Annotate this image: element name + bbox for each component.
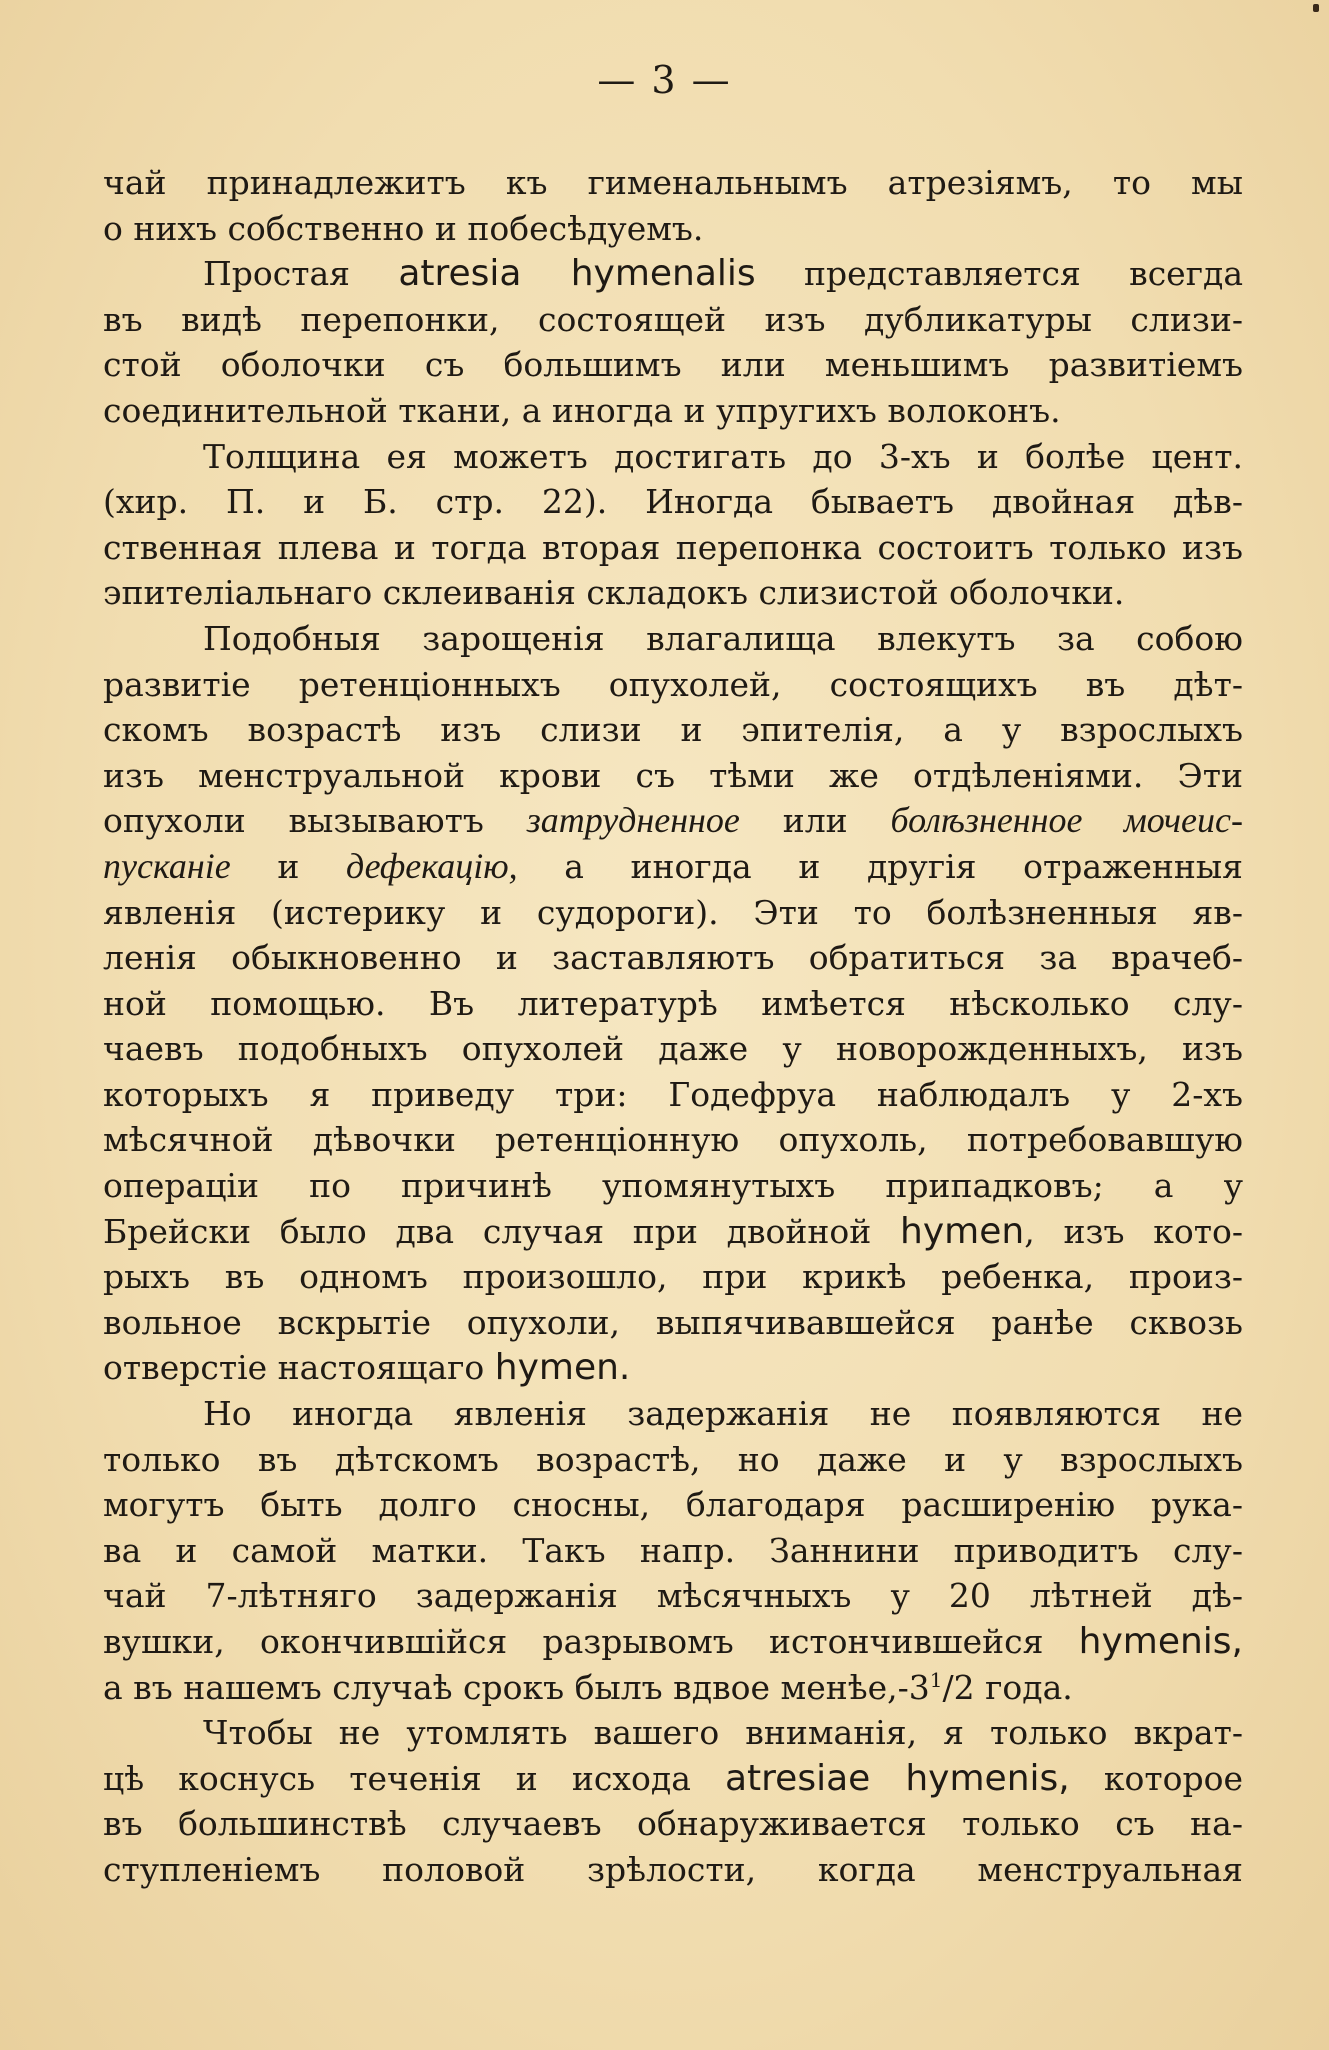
text-segment: ва и самой матки. Такъ напр. Заннини приводитъ слу-	[103, 1530, 1243, 1570]
text-line	[103, 160, 1243, 206]
latin-term: hymen.	[494, 1347, 631, 1389]
text-line	[103, 798, 1243, 844]
text-segment: явленія (истерику и судороги). Эти то болѣзненныя яв-	[103, 892, 1243, 932]
text-line	[103, 1482, 1243, 1528]
text-line	[103, 1072, 1243, 1118]
text-segment: развитіе ретенціонныхъ опухолей, состоящихъ въ дѣт-	[103, 664, 1243, 704]
text-line	[103, 1345, 1243, 1391]
text-line	[103, 570, 1243, 616]
text-segment: цѣ коснусь теченія и исхода	[103, 1758, 725, 1798]
text-line	[103, 1163, 1243, 1209]
text-line	[103, 1665, 1243, 1711]
text-line	[103, 662, 1243, 708]
text-line	[103, 1437, 1243, 1483]
text-segment: Толщина ея можетъ достигать до 3-хъ и болѣе цент.	[203, 436, 1243, 476]
text-segment: а иногда и другія отраженныя	[517, 846, 1243, 886]
text-segment: или	[739, 801, 891, 841]
emphasis-text: пусканіе	[103, 845, 231, 886]
text-line	[103, 251, 1243, 297]
text-line	[103, 297, 1243, 343]
text-segment: Брейски было два случая при двойной	[103, 1211, 901, 1251]
superscript: 1	[929, 1667, 943, 1692]
text-segment: которое	[1069, 1758, 1243, 1798]
text-segment: рыхъ въ одномъ произошло, при крикѣ ребенка, произ-	[103, 1257, 1243, 1297]
text-segment: только въ дѣтскомъ возрастѣ, но даже и у взрослыхъ	[103, 1439, 1243, 1479]
text-line	[103, 1710, 1243, 1756]
text-line	[103, 342, 1243, 388]
emphasis-text: дефекацію,	[346, 845, 518, 886]
text-line	[103, 981, 1243, 1027]
text-segment: въ видѣ перепонки, состоящей изъ дубликатуры слизи-	[103, 299, 1243, 339]
text-segment: Чтобы не утомлять вашего вниманія, я только вкрат-	[203, 1713, 1243, 1753]
latin-term: hymen	[900, 1210, 1025, 1252]
text-line	[103, 890, 1243, 936]
emphasis-text: затрудненное	[526, 800, 740, 841]
text-segment: , изъ кото-	[1024, 1211, 1243, 1251]
text-line	[103, 1209, 1243, 1255]
text-segment: стой оболочки съ большимъ или меньшимъ развитіемъ	[103, 345, 1243, 385]
text-segment: чай 7-лѣтняго задержанія мѣсячныхъ у 20 лѣтней дѣ-	[103, 1576, 1243, 1616]
text-segment: чаевъ подобныхъ опухолей даже у новорожденныхъ, изъ	[103, 1029, 1243, 1069]
latin-term: atresiae hymenis,	[724, 1757, 1070, 1799]
text-segment: могутъ быть долго сносны, благодаря расширенію рука-	[103, 1485, 1243, 1525]
text-segment: отверстіе настоящаго	[103, 1348, 495, 1388]
text-line	[103, 1801, 1243, 1847]
text-segment: опухоли вызываютъ	[103, 801, 527, 841]
text-line	[103, 479, 1243, 525]
text-segment: скомъ возрастѣ изъ слизи и эпителія, а у взрослыхъ	[103, 710, 1243, 750]
text-line	[103, 525, 1243, 571]
text-segment: мѣсячной дѣвочки ретенціонную опухоль, потребовавшую	[103, 1120, 1243, 1160]
text-segment: представляется всегда	[755, 254, 1243, 294]
text-segment: о нихъ собственно и побесѣдуемъ.	[103, 208, 704, 248]
text-segment: ленія обыкновенно и заставляютъ обратиться за врачеб-	[103, 938, 1243, 978]
text-line	[103, 616, 1243, 662]
text-segment: эпителіальнаго склеиванія складокъ слизистой оболочки.	[103, 573, 1125, 613]
text-segment: /2 года.	[942, 1667, 1073, 1707]
text-line	[103, 1026, 1243, 1072]
text-segment: Простая	[203, 254, 399, 294]
text-segment: чай принадлежитъ къ гименальнымъ атрезіямъ, то мы	[103, 163, 1243, 202]
page-number: — 3 —	[597, 58, 732, 102]
text-line	[103, 1300, 1243, 1346]
text-segment: въ большинствѣ случаевъ обнаруживается только съ на-	[103, 1804, 1243, 1844]
text-segment: и	[230, 846, 347, 886]
text-segment: Но иногда явленія задержанія не появляются не	[203, 1394, 1243, 1434]
text-segment: Подобныя зарощенія влагалища влекутъ за собою	[203, 618, 1243, 658]
text-line	[103, 844, 1243, 890]
text-line	[103, 935, 1243, 981]
text-segment: ной помощью. Въ литературѣ имѣется нѣсколько слу-	[103, 983, 1243, 1023]
text-line	[103, 1117, 1243, 1163]
text-line	[103, 1756, 1243, 1802]
text-line	[103, 753, 1243, 799]
text-segment: вушки, окончившійся разрывомъ истончившейся	[103, 1622, 1079, 1661]
text-line	[103, 1528, 1243, 1574]
text-line	[103, 388, 1243, 434]
text-line	[103, 206, 1243, 252]
text-segment: операціи по причинѣ упомянутыхъ припадковъ; а у	[103, 1166, 1243, 1206]
ink-speck	[1313, 4, 1319, 12]
text-segment: соединительной ткани, а иногда и упругихъ волоконъ.	[103, 390, 1061, 430]
text-segment: вольное вскрытіе опухоли, выпячивавшейся ранѣе сквозь	[103, 1302, 1243, 1342]
text-segment: а въ нашемъ случаѣ срокъ былъ вдвое менѣе,-3	[103, 1667, 930, 1707]
text-line	[103, 1619, 1243, 1665]
text-segment: ственная плева и тогда вторая перепонка состоитъ только изъ	[103, 527, 1243, 567]
text-line	[103, 1391, 1243, 1437]
text-segment: (хир. П. и Б. стр. 22). Иногда бываетъ двойная дѣв-	[103, 482, 1243, 522]
latin-term: atresia hymenalis	[398, 253, 756, 295]
emphasis-text: болѣзненное мочеис-	[890, 800, 1243, 841]
text-line	[103, 434, 1243, 480]
text-segment: ступленіемъ половой зрѣлости, когда менструальная	[103, 1849, 1243, 1889]
text-line	[103, 1573, 1243, 1619]
latin-term: hymenis,	[1078, 1621, 1243, 1662]
text-segment: которыхъ я приведу три: Годефруа наблюдалъ у 2-хъ	[103, 1074, 1243, 1114]
text-line	[103, 707, 1243, 753]
text-line	[103, 1254, 1243, 1300]
text-segment: изъ менструальной крови съ тѣми же отдѣленіями. Эти	[103, 755, 1243, 795]
body-text	[103, 160, 1243, 1893]
text-line	[103, 1847, 1243, 1893]
